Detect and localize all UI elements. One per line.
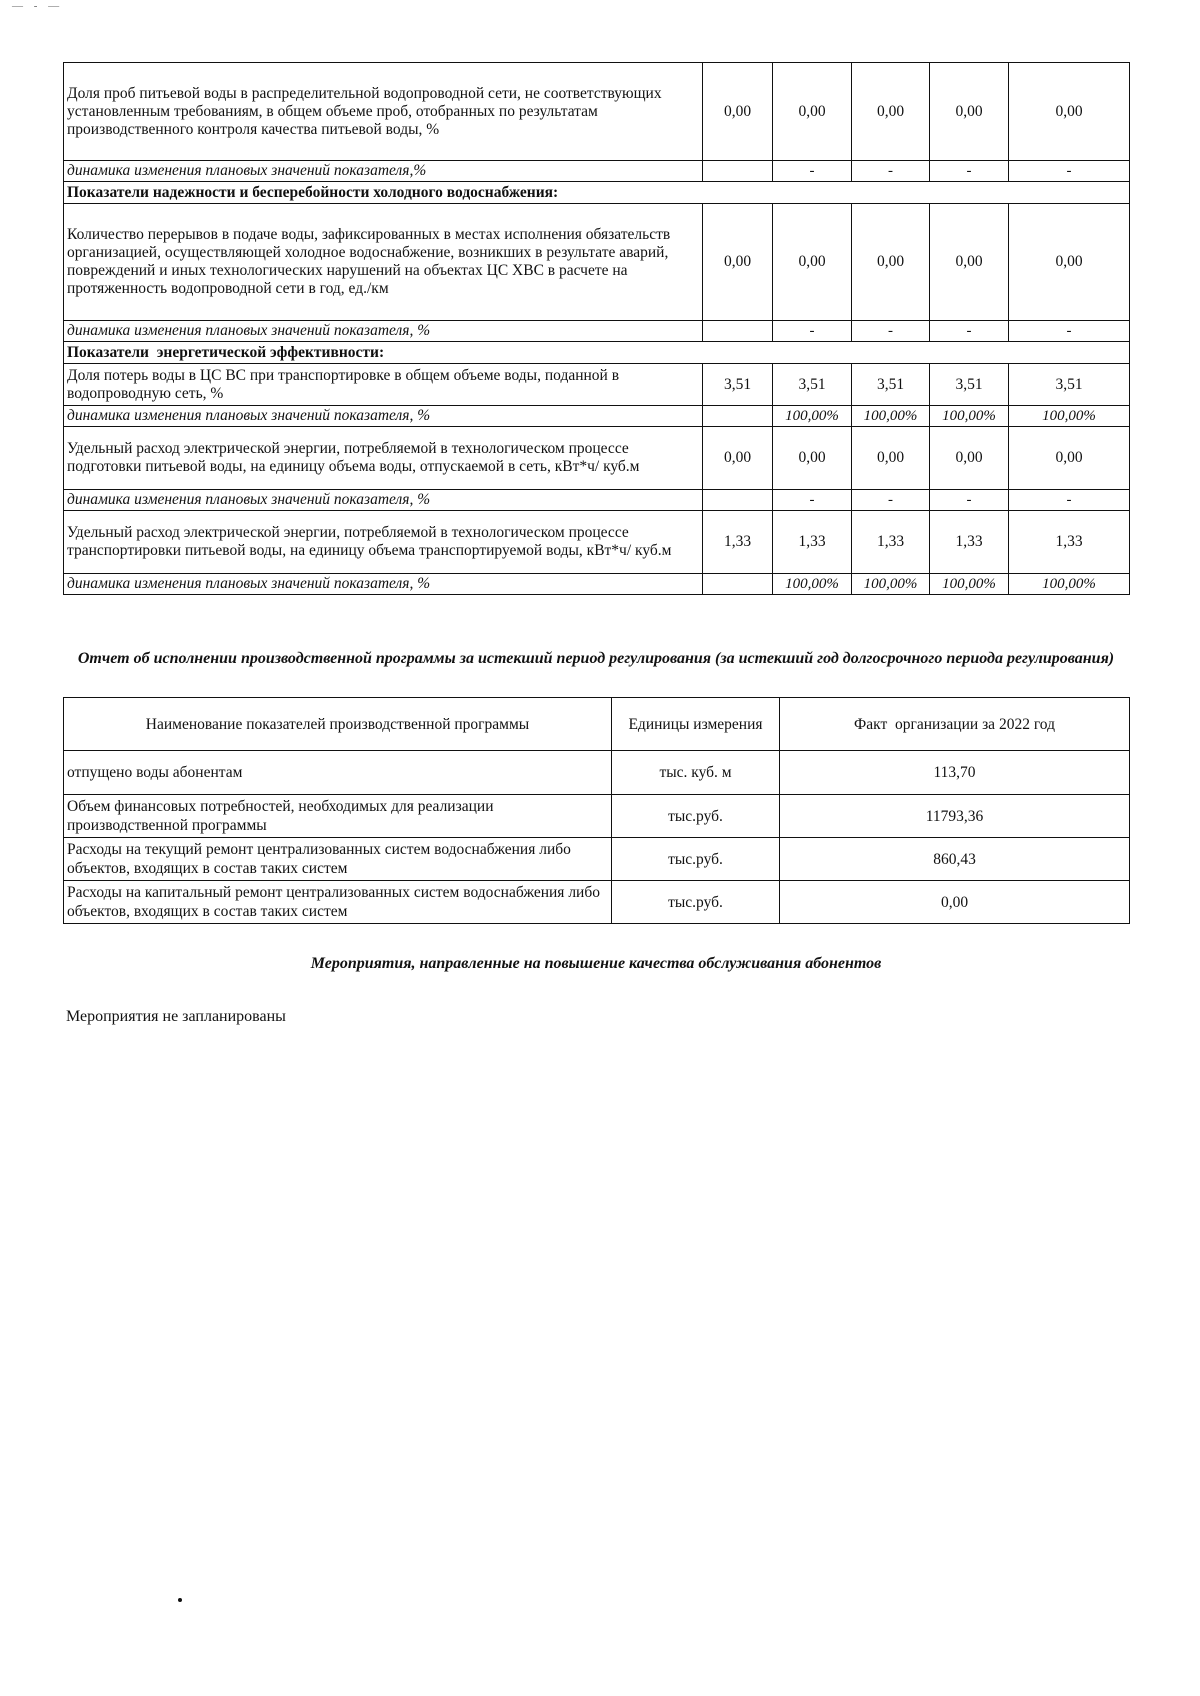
dynamics-value: -	[773, 321, 852, 342]
table-header-row	[64, 698, 1130, 751]
table-row	[64, 204, 1130, 321]
report-fact-value: 0,00	[780, 881, 1130, 924]
dynamics-value: -	[1009, 490, 1130, 511]
report-fact-value: 860,43	[780, 838, 1130, 881]
indicator-value: 0,00	[852, 204, 930, 321]
column-header-fact: Факт организации за 2022 год	[780, 698, 1130, 751]
report-units: тыс.руб.	[612, 838, 780, 881]
dynamics-value: -	[930, 321, 1009, 342]
report-indicator-name: Расходы на капитальный ремонт централизованных систем водоснабжения либо объектов, входящих в состав таких систем	[64, 881, 612, 924]
dynamics-value: 100,00%	[852, 406, 930, 427]
dynamics-value	[703, 574, 773, 595]
dynamics-label: динамика изменения плановых значений показателя, %	[64, 321, 703, 342]
dynamics-value: 100,00%	[773, 406, 852, 427]
report-units: тыс.руб.	[612, 795, 780, 838]
column-header-name: Наименование показателей производственной программы	[64, 698, 612, 751]
indicator-value: 0,00	[1009, 63, 1130, 161]
dynamics-value	[703, 321, 773, 342]
dynamics-value: 100,00%	[1009, 406, 1130, 427]
table-row	[64, 795, 1130, 838]
dynamics-value	[703, 161, 773, 182]
indicator-value: 1,33	[773, 511, 852, 574]
indicator-value: 0,00	[852, 427, 930, 490]
indicator-value: 1,33	[930, 511, 1009, 574]
indicator-value: 1,33	[703, 511, 773, 574]
dynamics-value: -	[1009, 161, 1130, 182]
dynamics-value: -	[1009, 321, 1130, 342]
indicator-value: 0,00	[703, 63, 773, 161]
table-row	[64, 63, 1130, 161]
report-indicator-name: отпущено воды абонентам	[64, 751, 612, 795]
table-row	[64, 751, 1130, 795]
table-row	[64, 574, 1130, 595]
section-header-row	[64, 182, 1130, 204]
report-indicator-name: Расходы на текущий ремонт централизованных систем водоснабжения либо объектов, входящих в состав таких систем	[64, 838, 612, 881]
section-title-energy: Показатели энергетической эффективности:	[64, 342, 1130, 364]
indicator-label: Доля потерь воды в ЦС ВС при транспортировке в общем объеме воды, поданной в водопроводную сеть, %	[64, 364, 703, 406]
dynamics-label: динамика изменения плановых значений показателя,%	[64, 161, 703, 182]
dynamics-label: динамика изменения плановых значений показателя, %	[64, 490, 703, 511]
dynamics-value: 100,00%	[930, 406, 1009, 427]
dynamics-value: 100,00%	[773, 574, 852, 595]
report-title: Отчет об исполнении производственной программы за истекший период регулирования (за истекший год долгосрочного периода регулирования)	[77, 650, 1115, 667]
indicator-value: 0,00	[703, 204, 773, 321]
page-corner-mark: — - —	[12, 0, 64, 12]
indicator-label: Удельный расход электрической энергии, потребляемой в технологическом процессе транспортировки питьевой воды, на единицу объема транспортируемой воды, кВт*ч/ куб.м	[64, 511, 703, 574]
column-header-units: Единицы измерения	[612, 698, 780, 751]
indicator-value: 1,33	[852, 511, 930, 574]
indicator-value: 3,51	[773, 364, 852, 406]
indicator-label: Доля проб питьевой воды в распределительной водопроводной сети, не соответствующих установленным требованиям, в общем объеме проб, отобранных по результатам производственного контроля качества питьевой воды, %	[64, 63, 703, 161]
events-title: Мероприятия, направленные на повышение качества обслуживания абонентов	[310, 955, 882, 972]
section-title-reliability: Показатели надежности и бесперебойности холодного водоснабжения:	[64, 182, 1130, 204]
dynamics-label: динамика изменения плановых значений показателя, %	[64, 406, 703, 427]
indicator-value: 0,00	[930, 204, 1009, 321]
dynamics-value: -	[773, 161, 852, 182]
dynamics-value	[703, 406, 773, 427]
indicator-value: 0,00	[852, 63, 930, 161]
report-table	[63, 697, 1130, 924]
indicator-value: 0,00	[930, 427, 1009, 490]
table-row	[64, 511, 1130, 574]
stray-dot-mark	[178, 1598, 182, 1602]
indicator-value: 0,00	[930, 63, 1009, 161]
indicator-value: 0,00	[1009, 427, 1130, 490]
table-row	[64, 881, 1130, 924]
indicator-value: 1,33	[1009, 511, 1130, 574]
table-row	[64, 161, 1130, 182]
report-fact-value: 113,70	[780, 751, 1130, 795]
table-row	[64, 406, 1130, 427]
report-indicator-name: Объем финансовых потребностей, необходимых для реализации производственной программы	[64, 795, 612, 838]
table-row	[64, 427, 1130, 490]
indicator-value: 3,51	[703, 364, 773, 406]
events-text: Мероприятия не запланированы	[66, 1008, 286, 1025]
indicator-value: 0,00	[773, 427, 852, 490]
dynamics-value: 100,00%	[930, 574, 1009, 595]
indicator-label: Количество перерывов в подаче воды, зафиксированных в местах исполнения обязательств организацией, осуществляющей холодное водоснабжение, возникших в результате аварий, повреждений и иных технологических нарушений на объектах ЦС ХВС в расчете на протяженность водопроводной сети в год, ед./км	[64, 204, 703, 321]
dynamics-value: -	[930, 490, 1009, 511]
indicator-value: 0,00	[773, 63, 852, 161]
indicators-table	[63, 62, 1130, 595]
dynamics-value: -	[852, 161, 930, 182]
indicator-value: 3,51	[930, 364, 1009, 406]
dynamics-value	[703, 490, 773, 511]
table-row	[64, 364, 1130, 406]
table-row	[64, 321, 1130, 342]
dynamics-value: -	[852, 321, 930, 342]
indicator-value: 0,00	[1009, 204, 1130, 321]
indicator-label: Удельный расход электрической энергии, потребляемой в технологическом процессе подготовки питьевой воды, на единицу объема воды, отпускаемой в сеть, кВт*ч/ куб.м	[64, 427, 703, 490]
table-row	[64, 490, 1130, 511]
report-fact-value: 11793,36	[780, 795, 1130, 838]
dynamics-value: 100,00%	[1009, 574, 1130, 595]
dynamics-value: -	[930, 161, 1009, 182]
dynamics-value: 100,00%	[852, 574, 930, 595]
indicator-value: 0,00	[703, 427, 773, 490]
report-units: тыс. куб. м	[612, 751, 780, 795]
dynamics-label: динамика изменения плановых значений показателя, %	[64, 574, 703, 595]
indicator-value: 3,51	[852, 364, 930, 406]
table-row	[64, 838, 1130, 881]
dynamics-value: -	[773, 490, 852, 511]
indicator-value: 3,51	[1009, 364, 1130, 406]
indicator-value: 0,00	[773, 204, 852, 321]
dynamics-value: -	[852, 490, 930, 511]
report-units: тыс.руб.	[612, 881, 780, 924]
section-header-row	[64, 342, 1130, 364]
